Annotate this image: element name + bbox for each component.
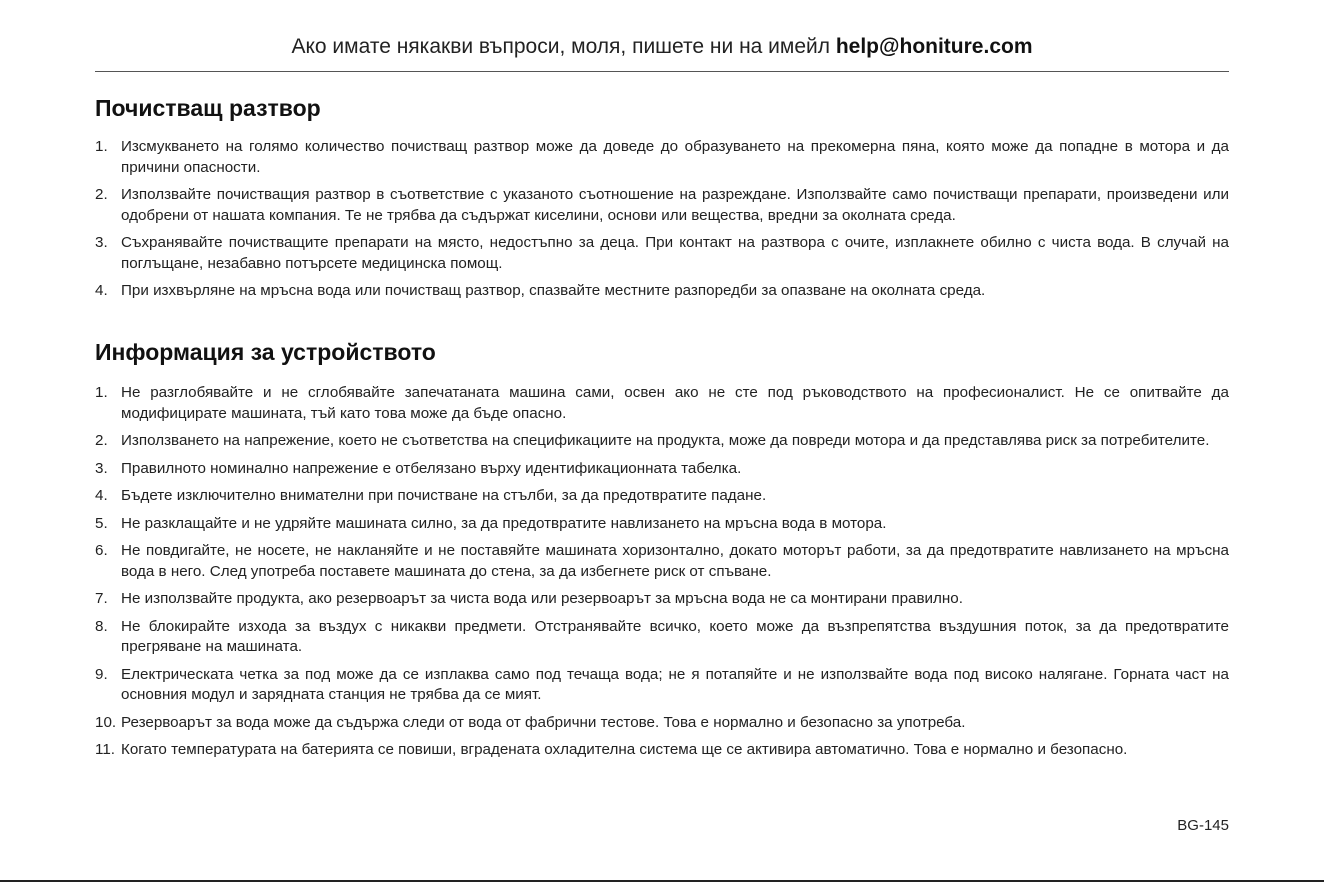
list-item-number: 3. xyxy=(95,234,108,251)
section-title-cleaning-solution: Почистващ разтвор xyxy=(95,95,321,121)
list-item xyxy=(95,281,1229,302)
list-item xyxy=(95,617,1229,658)
list-item xyxy=(95,233,1229,274)
list-item xyxy=(95,185,1229,226)
list-item-text: Използвайте почистващия разтвор в съответствие с указаното съотношение на разреждане. Използвайте само почистващи препарати, произведени или одобрени от нашата компания. Те не трябва да съдържат киселини, основи или вещества, вредни за околната среда. xyxy=(121,186,1229,224)
page-number: BG-145 xyxy=(1177,817,1229,834)
list-item xyxy=(95,740,1229,761)
list-item-number: 2. xyxy=(95,432,108,449)
document-page xyxy=(95,0,1229,883)
list-item-text: Не използвайте продукта, ако резервоарът за чиста вода или резервоарът за мръсна вода не са монтирани правилно. xyxy=(121,590,963,607)
page-header xyxy=(95,33,1229,61)
list-item-text: Не блокирайте изхода за въздух с никакви предмети. Отстранявайте всичко, което може да възпрепятства въздушния поток, за да предотвратите прегряване на машината. xyxy=(121,617,1229,655)
list-item xyxy=(95,486,1229,507)
list-item-text: Не разглобявайте и не сглобявайте запечатаната машина сами, освен ако не сте под ръководството на професионалист. Не се опитвайте да модифицирате машината, тъй като това може да бъде опасно. xyxy=(121,384,1229,422)
list-item-text: Не повдигайте, не носете, не накланяйте и не поставяйте машината хоризонтално, докато моторът работи, за да предотвратите навлизането на мръсна вода в него. След употреба поставете машината до стена, за да избегнете риск от спъване. xyxy=(121,542,1229,580)
list-item xyxy=(95,137,1229,178)
list-item xyxy=(95,514,1229,535)
list-item xyxy=(95,431,1229,452)
list-item xyxy=(95,383,1229,424)
list-item xyxy=(95,665,1229,706)
cleaning-solution-list xyxy=(95,137,1229,309)
list-item-number: 5. xyxy=(95,514,108,532)
list-item-text: Изсмукването на голямо количество почистващ разтвор може да доведе до образуването на прекомерна пяна, която може да попадне в мотора и да причини опасности. xyxy=(121,138,1229,176)
list-item-number: 11. xyxy=(95,741,115,758)
list-item-number: 9. xyxy=(95,665,108,683)
list-item-number: 8. xyxy=(95,617,108,635)
list-item-text: Използването на напрежение, което не съответства на спецификациите на продукта, може да повреди мотора и да представлява риск за потребителите. xyxy=(121,432,1210,449)
list-item-text: Резервоарът за вода може да съдържа следи от вода от фабрични тестове. Това е нормално и безопасно за употреба. xyxy=(121,713,966,731)
list-item-text: Съхранявайте почистващите препарати на място, недостъпно за деца. При контакт на разтвора с очите, изплакнете обилно с чиста вода. В случай на поглъщане, незабавно потърсете медицинска помощ. xyxy=(121,234,1229,272)
list-item-number: 1. xyxy=(95,138,108,155)
header-text: Ако имате някакви въпроси, моля, пишете ни на имейл xyxy=(291,35,836,58)
list-item-text: Правилното номинално напрежение е отбелязано върху идентификационната табелка. xyxy=(121,459,742,477)
header-email: help@honiture.com xyxy=(835,35,1033,58)
list-item-number: 3. xyxy=(95,459,108,477)
list-item-text: При изхвърляне на мръсна вода или почистващ разтвор, спазвайте местните разпоредби за опазване на околната среда. xyxy=(121,282,986,299)
page-bottom-border xyxy=(0,880,1324,882)
list-item-text: Не разклащайте и не удряйте машината силно, за да предотвратите навлизането на мръсна вода в мотора. xyxy=(121,514,887,532)
list-item-text: Бъдете изключително внимателни при почистване на стълби, за да предотвратите падане. xyxy=(121,487,767,504)
list-item-text: Електрическата четка за под може да се изплаква само под течаща вода; не я потапяйте и не използвайте вода под високо налягане. Горната част на основния модул и зарядната станция не трябва да се мият. xyxy=(121,665,1229,703)
list-item-text: Когато температурата на батерията се повиши, вградената охладителна система ще се активира автоматично. Това е нормално и безопасно. xyxy=(121,741,1128,758)
device-info-list xyxy=(95,383,1229,768)
list-item xyxy=(95,459,1229,480)
list-item xyxy=(95,713,1229,734)
list-item-number: 4. xyxy=(95,487,108,504)
list-item-number: 1. xyxy=(95,384,108,401)
header-divider xyxy=(95,71,1229,72)
list-item-number: 7. xyxy=(95,590,108,607)
list-item xyxy=(95,589,1229,610)
list-item-number: 2. xyxy=(95,186,108,203)
list-item-number: 6. xyxy=(95,542,108,559)
list-item xyxy=(95,541,1229,582)
list-item-number: 10. xyxy=(95,713,117,731)
section-title-device-info: Информация за устройството xyxy=(95,339,436,365)
list-item-number: 4. xyxy=(95,282,108,299)
